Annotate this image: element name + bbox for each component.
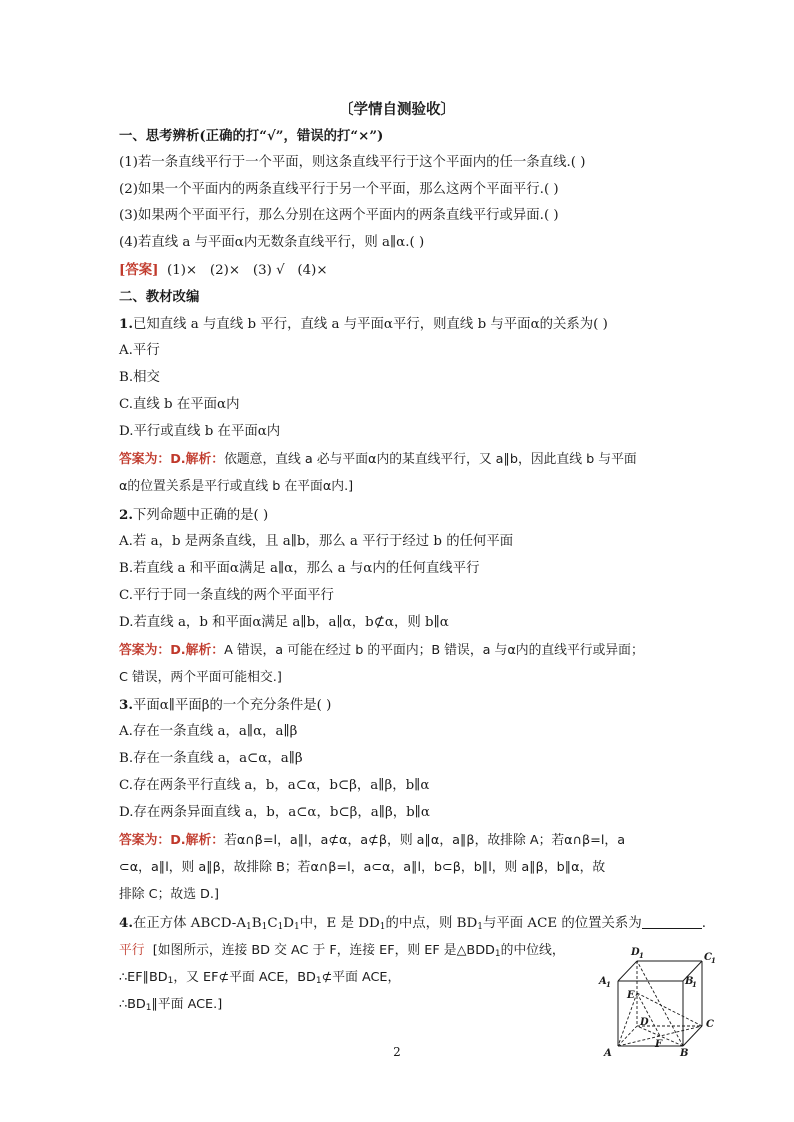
q4-solution-part: ，又 EF⊄平面 ACE，BD: [173, 970, 316, 985]
q4-stem-part: C: [267, 916, 278, 931]
s1-item-2: (2)如果一个平面内的两条直线平行于另一个平面，那么这两个平面平行.( ): [119, 182, 559, 197]
subscript: 1: [145, 1003, 152, 1013]
q3-stem-text: 平面α∥平面β的一个充分条件是( ): [132, 698, 332, 713]
page-title: 〔学情自测验收〕: [339, 101, 455, 118]
q2-option-b: B.若直线 a 和平面α满足 a∥α，那么 a 与α内的任何直线平行: [119, 561, 480, 576]
page-number: 2: [393, 1045, 401, 1059]
subscript: 1: [477, 922, 483, 932]
edge-bc: [683, 1026, 702, 1046]
subscript: 1: [277, 922, 284, 932]
section1-heading: 一、思考辨析(正确的打“√”，错误的打“×”): [119, 128, 384, 144]
q4-stem-part: 的中点，则 BD: [385, 916, 478, 931]
q2-stem-text: 下列命题中正确的是( ): [132, 508, 269, 523]
label-c1-sub: 1: [711, 956, 716, 965]
q3-option-d: D.存在两条异面直线 a，b，a⊂α，b⊂β，a∥β，b∥α: [119, 805, 430, 820]
label-c: C: [706, 1019, 714, 1030]
q1-option-c: C.直线 b 在平面α内: [119, 397, 240, 412]
q3-stem: [119, 697, 331, 714]
answer-blank: [642, 915, 702, 929]
cube-figure: [596, 943, 721, 1061]
q2-option-a: A.若 a，b 是两条直线，且 a∥b，那么 a 平行于经过 b 的任何平面: [119, 534, 514, 549]
s1-answer-text: (1)× (2)× (3) √ (4)×: [158, 263, 328, 278]
q2-stem: [119, 507, 268, 524]
q4-answer-word: 平行: [119, 943, 145, 958]
q1-option-b: B.相交: [119, 370, 160, 385]
q1-option-a: A.平行: [119, 343, 160, 358]
q4-number: 4.: [119, 915, 133, 931]
q1-answer: [119, 452, 637, 468]
q3-answer-cont1: ⊂α，a∥l，则 a∥β，故排除 B；若α∩β=l，a⊂α，a∥l，b⊂β，b∥l，则 a∥β，b∥α，故: [119, 860, 606, 875]
section2-heading: 二、教材改编: [119, 289, 200, 305]
q1-stem-text: 已知直线 a 与直线 b 平行，直线 a 与平面α平行，则直线 b 与平面α的关系为( ): [132, 317, 608, 332]
label-e: E: [627, 990, 635, 1001]
subscript: 1: [294, 922, 300, 932]
q2-option-d: D.若直线 a，b 和平面α满足 a∥b，a∥α，b⊄α，则 b∥α: [119, 615, 449, 630]
q3-answer: [119, 833, 625, 849]
label-d: D: [640, 1017, 649, 1028]
q4-solution-part: ∥平面 ACE.]: [151, 997, 223, 1012]
q2-answer-label: 答案为：D.解析：: [119, 643, 225, 658]
diag-bd1: [637, 961, 683, 1046]
q2-answer-line1: A 错误，a 可能在经过 b 的平面内；B 错误，a 与α内的直线平行或异面；: [224, 643, 644, 658]
q4-stem-part: .: [701, 916, 706, 931]
subscript: 1: [167, 976, 174, 986]
label-d1: D: [631, 947, 640, 958]
q1-answer-cont: α的位置关系是平行或直线 b 在平面α内.]: [119, 479, 354, 494]
q4-stem: [119, 915, 706, 932]
q2-number: 2.: [119, 507, 133, 523]
q4-solution-line2: [119, 970, 400, 986]
q4-stem-part: 中，E 是 DD: [299, 916, 380, 931]
q2-answer: [119, 643, 644, 659]
subscript: 1: [261, 922, 268, 932]
label-f: F: [655, 1039, 663, 1050]
label-a1-sub: 1: [606, 980, 611, 989]
label-b: B: [680, 1048, 689, 1059]
q4-solution-part: ∴EF∥BD: [119, 970, 168, 985]
q3-answer-label: 答案为：D.解析：: [119, 833, 225, 848]
s1-answer-label: [答案]: [119, 262, 159, 278]
label-a: A: [604, 1048, 612, 1059]
q2-option-c: C.平行于同一条直线的两个平面平行: [119, 588, 334, 603]
subscript: 1: [246, 922, 252, 932]
q3-option-a: A.存在一条直线 a，a∥α，a∥β: [119, 724, 298, 739]
q4-solution-line3: [119, 997, 222, 1013]
q4-solution-part: [如图所示，连接 BD 交 AC 于 F，连接 EF，则 EF 是△BDD: [152, 943, 495, 958]
q4-solution-line1: [119, 943, 565, 959]
q4-stem-part: 在正方体 ABCD-A: [132, 916, 246, 931]
q4-solution-part: ⊄平面 ACE，: [321, 970, 401, 985]
subscript: 1: [494, 949, 501, 959]
q1-answer-label: 答案为：D.解析：: [119, 452, 225, 467]
subscript: 1: [315, 976, 322, 986]
q1-option-d: D.平行或直线 b 在平面α内: [119, 424, 281, 439]
subscript: 1: [379, 922, 386, 932]
s1-answer: [119, 262, 328, 279]
label-d1-sub: 1: [639, 951, 644, 960]
s1-item-1: (1)若一条直线平行于一个平面，则这条直线平行于这个平面内的任一条直线.( ): [119, 155, 586, 170]
label-b1-sub: 1: [692, 980, 697, 989]
edge-ad-hidden: [618, 1026, 637, 1046]
s1-item-4: (4)若直线 a 与平面α内无数条直线平行，则 a∥α.( ): [119, 235, 425, 250]
q4-stem-part: B: [251, 916, 262, 931]
s1-item-3: (3)如果两个平面平行，那么分别在这两个平面内的两条直线平行或异面.( ): [119, 208, 559, 223]
seg-ef: [637, 993, 660, 1036]
q3-answer-cont2: 排除 C；故选 D.]: [119, 887, 219, 902]
q4-stem-part: D: [283, 916, 295, 931]
edge-a1d1: [618, 961, 637, 981]
q4-solution-part: ∴BD: [119, 997, 146, 1012]
q4-stem-part: 与平面 ACE 的位置关系为: [482, 916, 642, 931]
label-a1: A: [599, 976, 607, 987]
q1-number: 1.: [119, 316, 133, 332]
q3-answer-line1: 若α∩β=l，a∥l，a⊄α，a⊄β，则 a∥α，a∥β，故排除 A；若α∩β=l，a: [224, 833, 626, 848]
q4-solution-part: 的中位线，: [500, 943, 565, 958]
q2-answer-cont: C 错误，两个平面可能相交.]: [119, 670, 282, 685]
q3-number: 3.: [119, 697, 133, 713]
q3-option-c: C.存在两条平行直线 a，b，a⊂α，b⊂β，a∥β，b∥α: [119, 778, 430, 793]
label-b1: B: [685, 976, 694, 987]
q3-option-b: B.存在一条直线 a，a⊂α，a∥β: [119, 751, 303, 766]
q1-stem: [119, 316, 608, 333]
label-c1: C: [704, 952, 712, 963]
q1-answer-line1: 依题意，直线 a 必与平面α内的某直线平行，又 a∥b，因此直线 b 与平面: [224, 452, 637, 467]
